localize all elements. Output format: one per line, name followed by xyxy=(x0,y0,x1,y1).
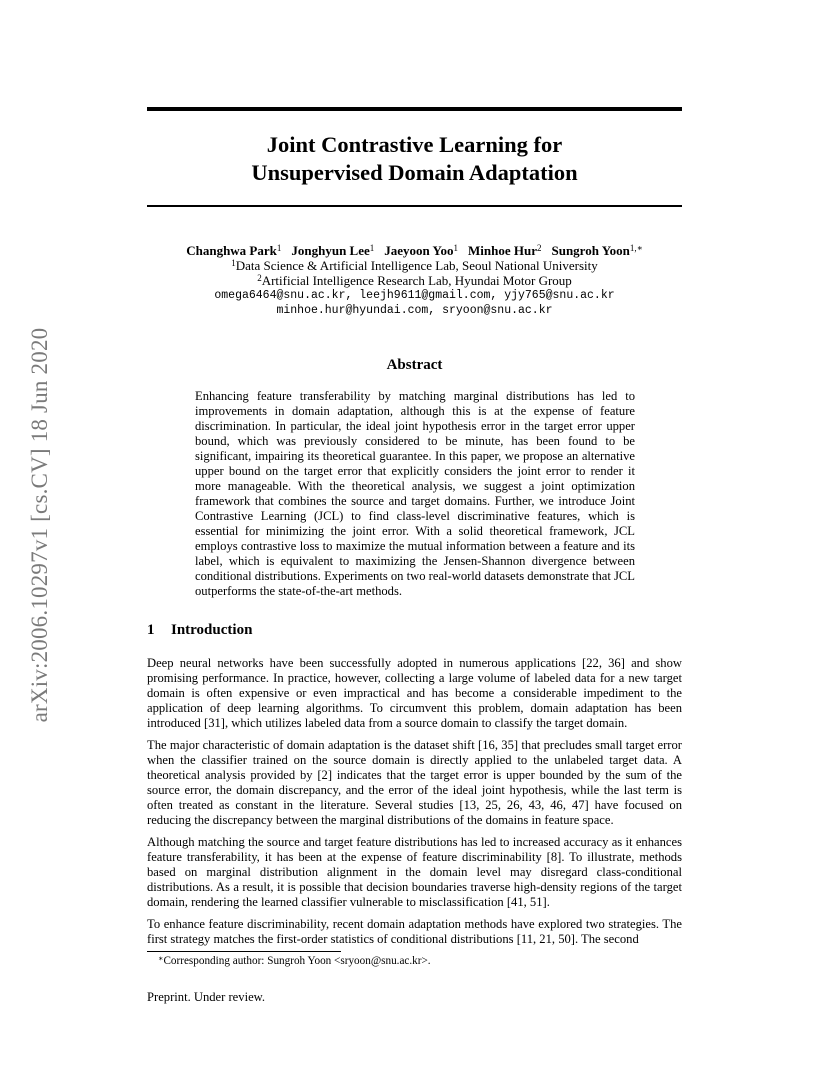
paragraph: Although matching the source and target feature distributions has led to increased accuracy as it enhances feature transferability, it has been at the expense of feature discriminability [8]. To illustrate, methods based on marginal distribution alignment in the domain level may disregard class-conditional distributions. As a result, it is possible that decision boundaries traverse high-density regions of the target domain, rendering the learned classifier vulnerable to misclassification [41, 51]. xyxy=(147,835,682,909)
section-title: Introduction xyxy=(171,622,253,638)
arxiv-watermark: arXiv:2006.10297v1 [cs.CV] 18 Jun 2020 xyxy=(27,327,52,723)
paragraph: To enhance feature discriminability, recent domain adaptation methods have explored two strategies. The first strategy matches the first-order statistics of conditional distributions [11, 21, 50]. The second xyxy=(147,917,682,946)
affiliation-2: $^2$Artificial Intelligence Research Lab, Hyundai Motor Group xyxy=(257,273,572,288)
author-name: Sungroh Yoon$^{1,∗}$ xyxy=(551,243,643,258)
footnote-rule xyxy=(147,951,341,952)
author-list xyxy=(147,243,682,258)
preprint-note: Preprint. Under review. xyxy=(147,990,266,1004)
email-line-1: omega6464@snu.ac.kr, leejh9611@gmail.com, yjy765@snu.ac.kr xyxy=(214,289,615,302)
abstract-heading: Abstract xyxy=(386,357,443,373)
section-heading xyxy=(147,622,252,639)
author-name: Jaeyoon Yoo$^1$ xyxy=(384,243,458,258)
title-bottom-rule xyxy=(147,205,682,207)
title-top-rule xyxy=(147,107,682,111)
affiliation-1: $^1$Data Science & Artificial Intelligence Lab, Seoul National University xyxy=(231,258,598,273)
author-block xyxy=(147,243,682,318)
paragraph: The major characteristic of domain adaptation is the dataset shift [16, 35] that precludes small target error when the classifier trained on the source domain is directly applied to the unlabeled target data. A theoretical analysis provided by [2] indicates that the target error is upper bounded by the sum of the source error, the domain discrepancy, and the error of the ideal joint hypothesis, while the last term is often treated as constant in the literature. Several studies [13, 25, 26, 43, 46, 47] have focused on reducing the discrepancy between the marginal distributions of the domains in feature space. xyxy=(147,738,682,827)
footnote-mark: ∗ xyxy=(158,954,164,963)
paragraph: Deep neural networks have been successfully adopted in numerous applications [22, 36] and show promising performance. In practice, however, collecting a large volume of labeled data for a new target domain is often expensive or even impractical and has become a considerable impediment to the application of deep learning algorithms. To circumvent this problem, domain adaptation has been introduced [31], which utilizes labeled data from a source domain to classify the target domain. xyxy=(147,656,682,730)
author-name: Minhoe Hur$^2$ xyxy=(468,243,542,258)
paper-title xyxy=(147,131,682,187)
author-name: Jonghyun Lee$^1$ xyxy=(291,243,375,258)
abstract-text: Enhancing feature transferability by matching marginal distributions has led to improvements in domain adaptation, although this is at the expense of feature discrimination. In particular, the ideal joint hypothesis error in the target error upper bound, which was previously considered to be minute, has been found to be significant, impairing its theoretical guarantee. In this paper, we propose an alternative upper bound on the target error that explicitly considers the joint error to render it more manageable. With the theoretical analysis, we suggest a joint optimization framework that combines the source and target domains. Further, we introduce Joint Contrastive Learning (JCL) to find class-level discriminative features, which is essential for minimizing the joint error. With a solid theoretical framework, JCL employs contrastive loss to maximize the mutual information between a feature and its label, which is equivalent to maximizing the Jensen-Shannon divergence between conditional distributions. Experiments on two real-world datasets demonstrate that JCL outperforms the state-of-the-art methods. xyxy=(195,389,635,598)
title-line-1: Joint Contrastive Learning for xyxy=(266,132,563,157)
introduction-body xyxy=(147,656,682,954)
footnote-text: Corresponding author: Sungroh Yoon <sryoon@snu.ac.kr>. xyxy=(163,955,431,967)
footnote xyxy=(158,955,431,968)
title-line-2: Unsupervised Domain Adaptation xyxy=(251,160,578,185)
section-number: 1 xyxy=(147,622,155,638)
email-line-2: minhoe.hur@hyundai.com, sryoon@snu.ac.kr xyxy=(276,304,553,317)
author-name: Changhwa Park$^1$ xyxy=(186,243,282,258)
